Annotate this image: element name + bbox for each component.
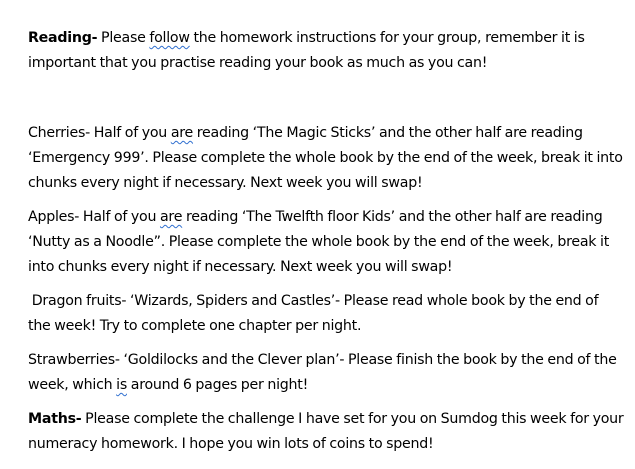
dragon-line-1: Dragon fruits- ‘Wizards, Spiders and Castles’- Please read whole book by the end of — [28, 293, 599, 309]
spellcheck-word-is: is — [116, 377, 127, 393]
blank-space — [28, 76, 628, 121]
cherries-text: Cherries- Half of you — [28, 125, 171, 141]
cherries-line-1 — [28, 121, 628, 146]
reading-text: the homework instructions for your group, remember it is — [189, 30, 585, 46]
spellcheck-word-are: are — [159, 209, 183, 225]
paragraph-spacing — [28, 339, 628, 348]
reading-line-2: important that you practise reading your book as much as you can! — [28, 55, 488, 71]
paragraph-spacing — [28, 196, 628, 205]
strawberries-paragraph — [28, 348, 628, 398]
spellcheck-word-follow: follow — [149, 30, 190, 46]
paragraph-spacing — [28, 398, 628, 407]
strawberries-text: week, which — [28, 377, 117, 393]
maths-text: Please complete the challenge I have set for you on Sumdog this week for your — [81, 411, 624, 427]
reading-line-1 — [28, 26, 628, 51]
cherries-text: reading ‘The Magic Sticks’ and the other half are reading — [193, 125, 583, 141]
apples-line-3: into chunks every night if necessary. Next week you will swap! — [28, 259, 453, 275]
apples-line-2: ‘Nutty as a Noodle”. Please complete the whole book by the end of the week, break it — [28, 234, 610, 250]
strawberries-text: around 6 pages per night! — [126, 377, 309, 393]
strawberries-line-2 — [28, 373, 628, 398]
apples-line-1 — [28, 205, 628, 230]
apples-paragraph — [28, 205, 628, 280]
cherries-paragraph — [28, 121, 628, 196]
maths-line-1 — [28, 407, 628, 432]
apples-text: Apples- Half of you — [28, 209, 160, 225]
cherries-line-2: ‘Emergency 999’. Please complete the whole book by the end of the week, break it into — [28, 150, 623, 166]
cherries-line-3: chunks every night if necessary. Next week you will swap! — [28, 175, 423, 191]
maths-heading: Maths- — [28, 411, 82, 427]
strawberries-line-1: Strawberries- ‘Goldilocks and the Clever plan’- Please finish the book by the end of the — [28, 352, 617, 368]
maths-paragraph — [28, 407, 628, 457]
paragraph-spacing — [28, 280, 628, 289]
dragon-line-2: the week! Try to complete one chapter per night. — [28, 318, 362, 334]
apples-text: reading ‘The Twelfth floor Kids’ and the other half are reading — [182, 209, 603, 225]
spellcheck-word-are: are — [170, 125, 194, 141]
reading-heading: Reading- — [28, 30, 98, 46]
reading-text: Please — [97, 30, 150, 46]
reading-paragraph — [28, 26, 628, 76]
maths-line-2: numeracy homework. I hope you win lots of coins to spend! — [28, 436, 434, 452]
dragon-fruits-paragraph — [28, 289, 628, 339]
homework-document — [28, 26, 628, 457]
